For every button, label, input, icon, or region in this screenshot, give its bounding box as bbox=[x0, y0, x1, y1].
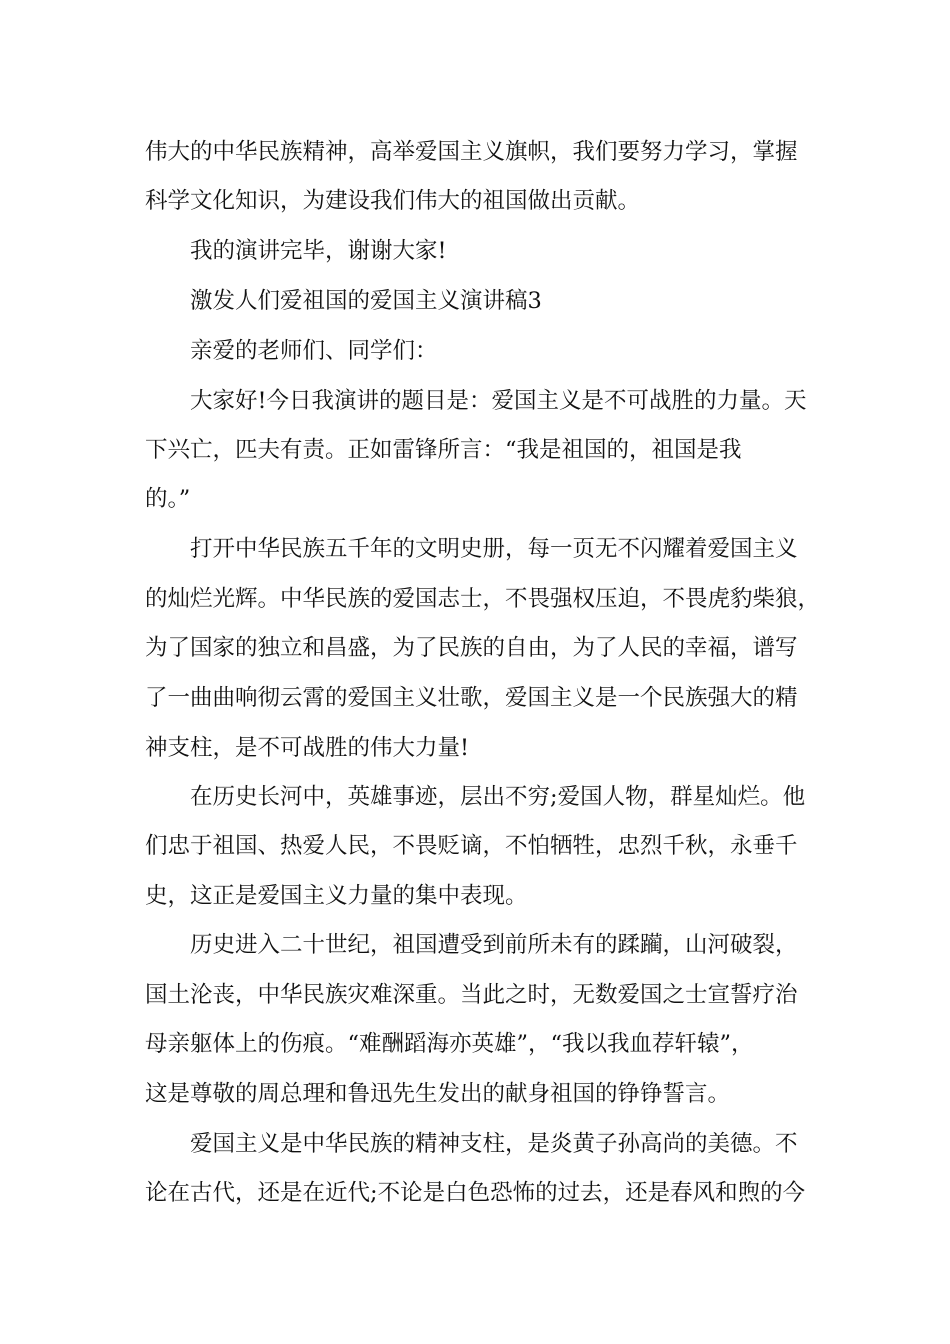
text-line: 们忠于祖国、热爱人民，不畏贬谪，不怕牺牲，忠烈千秋，永垂千 bbox=[145, 833, 798, 859]
salutation: 亲爱的老师们、同学们： bbox=[190, 338, 438, 364]
text-line: 史，这正是爱国主义力量的集中表现。 bbox=[145, 883, 528, 909]
text-line: 我的演讲完毕，谢谢大家! bbox=[190, 238, 447, 264]
text-line: 母亲躯体上的伤痕。“难酬蹈海亦英雄”，“我以我血荐轩辕”， bbox=[145, 1031, 754, 1057]
text-line: 的。” bbox=[145, 486, 191, 512]
text-line: 科学文化知识，为建设我们伟大的祖国做出贡献。 bbox=[145, 188, 641, 214]
text-line: 的灿烂光辉。中华民族的爱国志士，不畏强权压迫，不畏虎豹柴狼， bbox=[145, 586, 821, 612]
section-heading: 激发人们爱祖国的爱国主义演讲稿3 bbox=[190, 288, 542, 314]
text-line: 了一曲曲响彻云霄的爱国主义壮歌，爱国主义是一个民族强大的精 bbox=[145, 685, 798, 711]
text-line: 在历史长河中，英雄事迹，层出不穷;爱国人物，群星灿烂。他 bbox=[190, 784, 806, 810]
text-line: 打开中华民族五千年的文明史册，每一页无不闪耀着爱国主义 bbox=[190, 536, 798, 562]
text-line: 这是尊敬的周总理和鲁迅先生发出的献身祖国的铮铮誓言。 bbox=[145, 1081, 731, 1107]
text-line: 下兴亡，匹夫有责。正如雷锋所言：“我是祖国的，祖国是我 bbox=[145, 437, 742, 463]
text-line: 为了国家的独立和昌盛，为了民族的自由，为了人民的幸福，谱写 bbox=[145, 635, 798, 661]
text-line: 爱国主义是中华民族的精神支柱，是炎黄子孙高尚的美德。不 bbox=[190, 1131, 798, 1157]
text-line: 国土沦丧，中华民族灾难深重。当此之时，无数爱国之士宣誓疗治 bbox=[145, 982, 798, 1008]
text-line: 历史进入二十世纪，祖国遭受到前所未有的蹂躏，山河破裂， bbox=[190, 932, 798, 958]
text-line: 论在古代，还是在近代;不论是白色恐怖的过去，还是春风和煦的今 bbox=[145, 1180, 806, 1206]
text-line: 伟大的中华民族精神，高举爱国主义旗帜，我们要努力学习，掌握 bbox=[145, 139, 798, 165]
text-line: 神支柱，是不可战胜的伟大力量! bbox=[145, 735, 470, 761]
text-line: 大家好!今日我演讲的题目是：爱国主义是不可战胜的力量。天 bbox=[190, 388, 807, 414]
